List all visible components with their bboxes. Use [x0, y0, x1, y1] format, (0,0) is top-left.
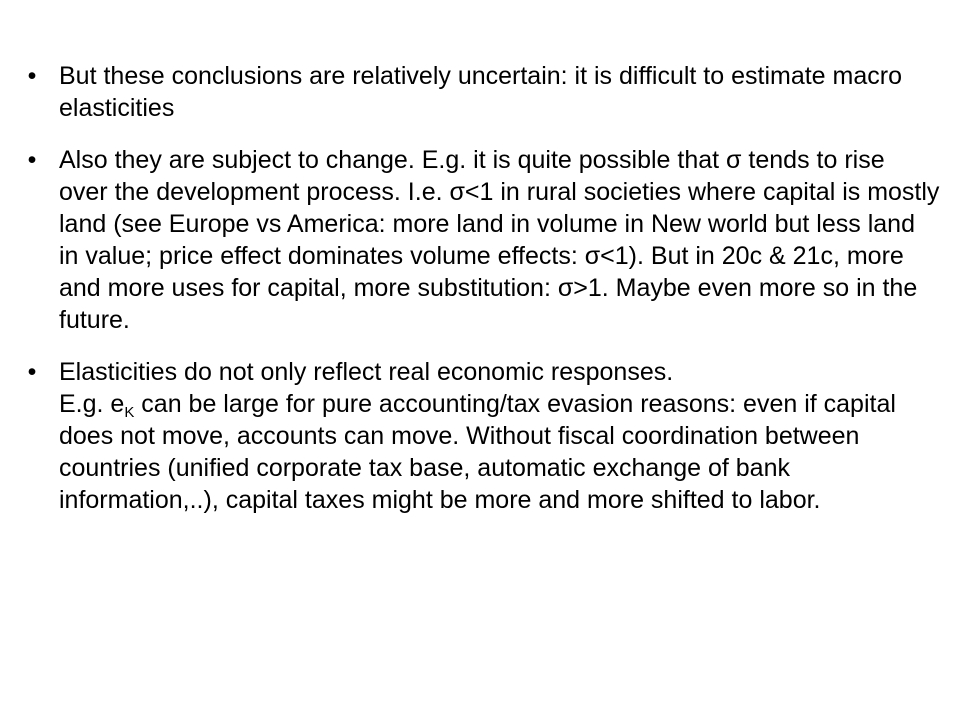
bullet-text: Also they are subject to change. E.g. it is quite possible that σ tends to rise over the development process. I.e. σ<1 in rural societies where capital is mostly land (see Europe vs America: more land in volume in New world but less land in value; price effect dominates volume effects: σ<1). But in 20c & 21c, more and more uses for capital, more substitution: σ>1. Maybe even more so in the future.	[59, 146, 940, 334]
bullet-text	[59, 356, 940, 516]
bullet-dot-icon: •	[27, 62, 37, 90]
bullet-line-1: Elasticities do not only reflect real economic responses.	[59, 358, 674, 386]
bullet-dot-icon: •	[27, 358, 37, 386]
bullet-text-rest: can be large for pure accounting/tax evasion reasons: even if capital does not move, accounts can move. Without fiscal coordination between countries (unified corporate tax base, automatic exchange of bank information,..), capital taxes might be more and more shifted to labor.	[59, 390, 896, 514]
bullet-list	[22, 60, 940, 536]
bullet-text: But these conclusions are relatively uncertain: it is difficult to estimate macro elasticities	[59, 62, 902, 122]
subscript-k: K	[124, 404, 135, 421]
bullet-dot-icon: •	[27, 146, 37, 174]
bullet-item-change	[22, 144, 940, 336]
bullet-text-pre: E.g. e	[59, 390, 125, 418]
bullet-item-uncertainty	[22, 60, 940, 124]
bullet-item-elasticities	[22, 356, 940, 516]
